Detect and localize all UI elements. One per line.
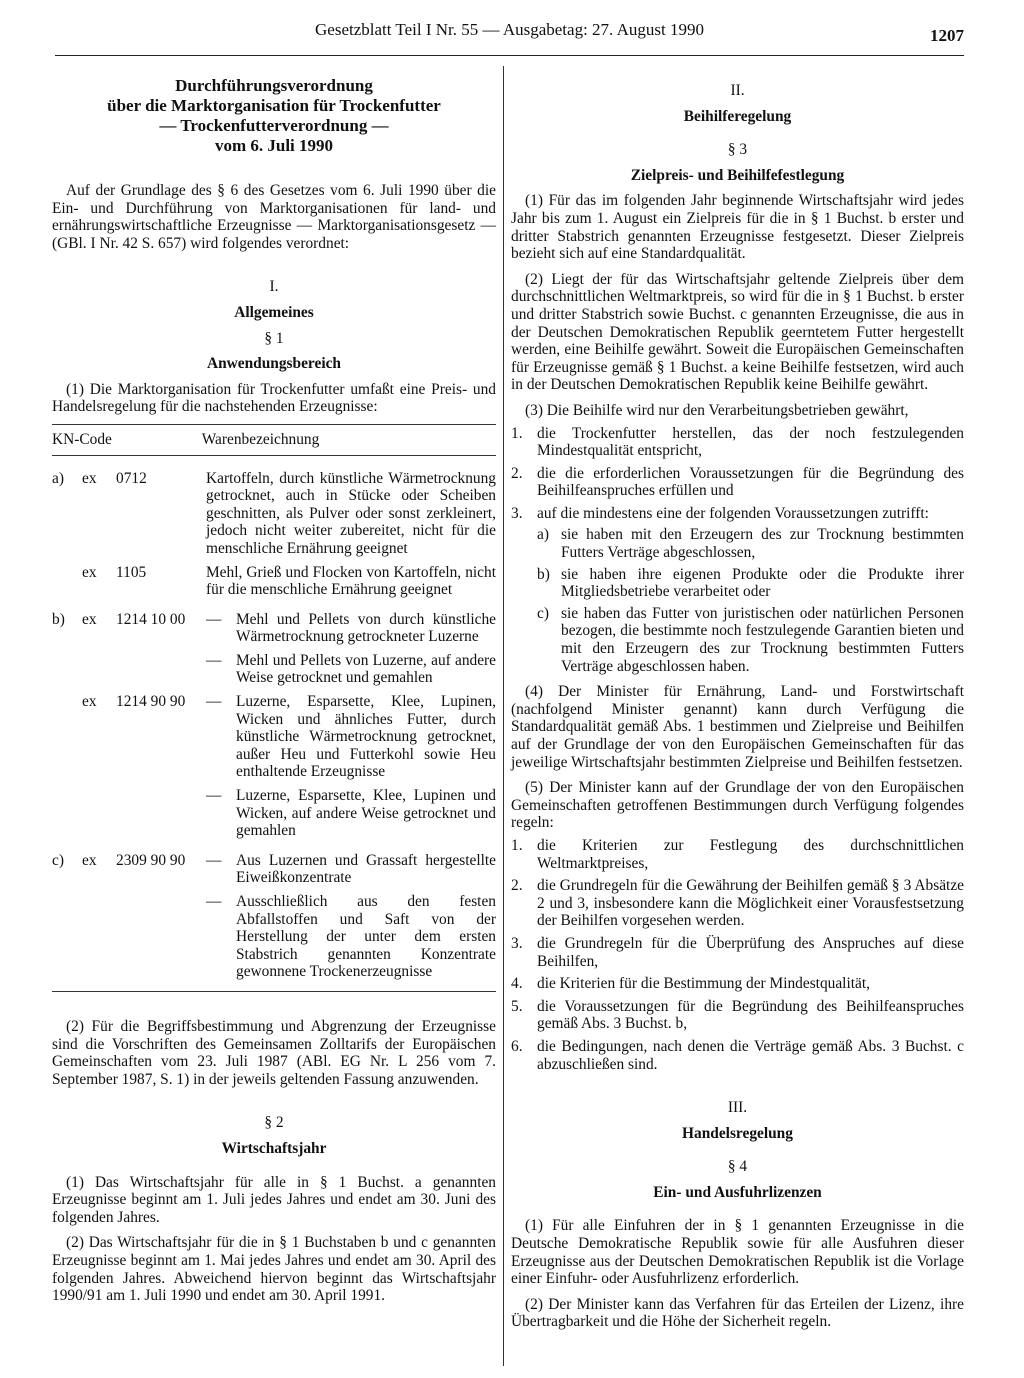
row-letter: [52, 564, 82, 611]
row-ex: ex: [82, 610, 97, 628]
table-row: [52, 893, 496, 991]
row-ex: [82, 652, 116, 693]
section-number: § 1: [264, 329, 284, 347]
list-number: 1.: [511, 424, 523, 442]
right-column: [511, 64, 964, 1331]
list-text: die die erforderlichen Voraussetzungen für die Begründung des Beihilfeanspruches erfüllen und: [537, 464, 964, 500]
section-number: § 4: [727, 1158, 748, 1176]
paragraph: (1) Die Marktorganisation für Trockenfutter umfaßt eine Preis- und Handelsregelung für die nachstehenden Erzeugnisse:: [52, 380, 496, 416]
list-letter: c): [537, 604, 549, 622]
table-row: [52, 470, 496, 564]
column-divider: [503, 66, 504, 1366]
paragraph: (2) Das Wirtschaftsjahr für die in § 1 Buchstaben b und c genannten Erzeugnisse beginnt am 1. Mai jedes Jahres und endet am 30. April des folgenden Jahres. Abweichend hiervon beginnt das Wirtschaftsjahr 1990/91 am 1. Juli 1990 und endet am 30. April 1991.: [52, 1234, 496, 1305]
row-description: Luzerne, Esparsette, Klee, Lupinen, Wicken und ähnliches Futter, durch künstliche Wärmetrocknung getrocknet, außer Heu und Futterkohl sowie Heu enthaltende Erzeugnisse: [236, 693, 496, 781]
paragraph: (4) Der Minister für Ernährung, Land- und Forstwirtschaft (nachfolgend Minister genannt) kann durch Verfügung die Standardqualität gemäß Abs. 1 bestimmen und Zielpreise und Beihilfen auf der Grundlage der von den Europäischen Gemeinschaften für das jeweilige Wirtschaftsjahr bestimmten Zielpreise und Beihilfen festsetzen.: [511, 683, 964, 771]
row-letter: [52, 652, 82, 693]
row-description: Ausschließlich aus den festen Abfallstoffen und Saft von der Herstellung der unter dem ersten Stabstrich genannten Konzentrate gewonnene Trockenerzeugnisse: [236, 893, 496, 981]
paragraph: (2) Der Minister kann das Verfahren für das Erteilen der Lizenz, ihre Übertragbarkeit und die Höhe der Sicherheit regeln.: [511, 1295, 964, 1331]
row-dash: —: [206, 693, 222, 711]
list-item: [511, 975, 964, 993]
row-ex: ex: [82, 469, 97, 487]
row-dash: —: [206, 651, 222, 669]
list-number: 1.: [511, 836, 523, 854]
row-letter: a): [52, 469, 64, 487]
list-item: [511, 998, 964, 1033]
header-title: Gesetzblatt Teil I Nr. 55 — Ausgabetag: 27. August 1990: [315, 20, 704, 39]
list-item: [511, 877, 964, 930]
list-text: die Voraussetzungen für die Begründung des Beihilfeanspruches gemäß Abs. 3 Buchst. b,: [537, 997, 964, 1033]
section-title: Zielpreis- und Beihilfefestlegung: [630, 166, 845, 184]
list-number: 2.: [511, 464, 523, 482]
table-row: [52, 652, 496, 693]
paragraph: (3) Die Beihilfe wird nur den Verarbeitungsbetrieben gewährt,: [525, 401, 909, 419]
left-column: [52, 64, 496, 1305]
list-text: sie haben ihre eigenen Produkte oder die Produkte ihrer Mitgliedsbetriebe verarbeitet oder: [561, 565, 964, 601]
ordinance-title: [52, 76, 496, 156]
section-title: Ein- und Ausfuhrlizenzen: [653, 1183, 822, 1201]
part-number: II.: [730, 82, 745, 99]
section-title: Anwendungsbereich: [207, 355, 341, 373]
list-text: die Kriterien für die Bestimmung der Mindestqualität,: [537, 975, 870, 993]
title-line: vom 6. Juli 1990: [214, 136, 334, 155]
row-description: Aus Luzernen und Grassaft hergestellte Eiweißkonzentrate: [236, 851, 496, 887]
title-line: — Trockenfutterverordnung —: [159, 116, 389, 135]
list-text: die Grundregeln für die Gewährung der Beihilfen gemäß § 3 Absätze 2 und 3, insbesondere kann die Möglichkeit einer Vorausfestsetzung der Beihilfen vorgesehen werden.: [537, 877, 964, 930]
paragraph: (5) Der Minister kann auf der Grundlage der von den Europäischen Gemeinschaften getroffenen Bestimmungen durch Verfügung folgendes regeln:: [511, 779, 964, 832]
row-ex: ex: [82, 851, 97, 869]
list-letter: b): [537, 565, 550, 583]
paragraph: (1) Für alle Einfuhren der in § 1 genannten Erzeugnisse in die Deutsche Demokratische Republik sowie für alle Ausfuhren dieser Erzeugnisse aus der Deutschen Demokratischen Republik ist die Vorlage einer Einfuhr- oder Ausfuhrlizenz erforderlich.: [511, 1217, 964, 1288]
row-description: Luzerne, Esparsette, Klee, Lupinen und Wicken, auf andere Weise getrocknet und gemahlen: [236, 787, 496, 840]
row-letter: b): [52, 610, 65, 628]
part-number: I.: [269, 278, 279, 296]
part-title: Handelsregelung: [682, 1124, 793, 1142]
list-number: 5.: [511, 997, 523, 1015]
table-row: [52, 611, 496, 652]
product-table-body: [52, 470, 496, 991]
table-row: [52, 693, 496, 787]
paragraph: (1) Das Wirtschaftsjahr für alle in § 1 Buchst. a genannten Erzeugnisse beginnt am 1. Juli jedes Jahres und endet am 30. Juni des folgenden Jahres.: [52, 1173, 496, 1226]
row-dash: —: [206, 893, 222, 910]
row-ex: ex: [82, 693, 97, 711]
row-description: Mehl und Pellets von durch künstliche Wärmetrocknung getrockneter Luzerne: [236, 610, 496, 646]
part-number: III.: [727, 1099, 748, 1117]
sub-list-item: [537, 566, 964, 601]
row-description: Mehl und Pellets von Luzerne, auf andere Weise getrocknet und gemahlen: [236, 651, 496, 687]
column-header-description: Warenbezeichnung: [201, 430, 320, 448]
list-letter: a): [537, 526, 549, 544]
header-rule: [55, 55, 964, 56]
page-header: [55, 18, 964, 48]
list-text: auf die mindestens eine der folgenden Voraussetzungen zutrifft:: [537, 504, 929, 522]
list-item: [511, 935, 964, 970]
row-description: Mehl, Grieß und Flocken von Kartoffeln, nicht für die menschliche Ernährung geeignet: [206, 563, 496, 599]
row-code: 1105: [116, 563, 147, 581]
list-text: sie haben mit den Erzeugern des zur Trocknung bestimmten Futters Verträge abgeschlossen,: [561, 526, 964, 562]
paragraph: (2) Liegt der für das Wirtschaftsjahr geltende Zielpreis über dem durchschnittlichen Weltmarktpreis, so wird für die in § 1 Buchst. b erster und dritter Stabstrich sowie Buchst. c genannten Erzeugnisse, die aus in der Deutschen Demokratischen Republik geerntetem Futter hergestellt werden, eine Beihilfe gewährt. Soweit die Europäischen Gemeinschaften für Erzeugnisse gemäß § 1 Buchst. a keine Beihilfe festsetzen, wird auch in der Deutschen Demokratischen Republik keine Beihilfe gewährt.: [511, 270, 964, 394]
list-item: [511, 1038, 964, 1073]
list-item: [511, 505, 964, 523]
row-letter: c): [52, 851, 64, 869]
part-title: Beihilferegelung: [683, 107, 792, 125]
row-dash: —: [206, 787, 222, 805]
paragraph: (1) Für das im folgenden Jahr beginnende Wirtschaftsjahr wird jedes Jahr bis zum 1. August ein Zielpreis für die in § 1 Buchst. b erster und dritter Stabstrich genannten Erzeugnisse festgesetzt. Dieser Zielpreis bezieht sich auf eine Standardqualität.: [511, 192, 964, 263]
page-number: 1207: [930, 26, 964, 45]
list-text: sie haben das Futter von juristischen oder natürlichen Personen bezogen, die bestimmte noch festzulegende Garantien bieten und mit den Erzeugern des zur Trocknung bestimmten Futters Verträge abgeschlossen haben.: [561, 604, 964, 675]
list-number: 3.: [511, 934, 523, 952]
row-code: [116, 893, 206, 991]
preamble: Auf der Grundlage des § 6 des Gesetzes vom 6. Juli 1990 über die Ein- und Durchführung von Marktorganisationen für land- und ernährungswirtschaftliche Erzeugnisse — Marktorganisationsgesetz — (GBl. I Nr. 42 S. 657) wird folgendes verordnet:: [52, 182, 496, 252]
table-row: [52, 564, 496, 611]
row-description: Kartoffeln, durch künstliche Wärmetrocknung getrocknet, auch in Stücke oder Scheiben geschnitten, als Pulver oder sonst zerkleinert, jedoch nicht weiter zubereitet, nicht für die menschliche Ernährung geeignet: [206, 469, 496, 557]
list-number: 4.: [511, 975, 523, 993]
list-item: [511, 837, 964, 872]
list-item: [511, 425, 964, 460]
list-item: [511, 465, 964, 500]
row-dash: —: [206, 851, 222, 869]
table-row: [52, 852, 496, 893]
list-number: 6.: [511, 1037, 523, 1055]
list-number: 2.: [511, 877, 523, 895]
part-title: Allgemeines: [234, 303, 314, 321]
list-text: die Trockenfutter herstellen, das der noch festzulegenden Mindestqualität entspricht,: [537, 424, 964, 460]
row-code: 1214 90 90: [116, 693, 186, 711]
row-letter: [52, 893, 82, 991]
table-header-row: [52, 425, 496, 455]
row-ex: [82, 893, 116, 991]
table-row: [52, 787, 496, 852]
row-code: 1214 10 00: [116, 610, 186, 628]
section-title: Wirtschaftsjahr: [221, 1139, 327, 1157]
section-number: § 3: [727, 141, 748, 159]
row-code: 2309 90 90: [116, 851, 186, 869]
list-number: 3.: [511, 504, 523, 522]
sub-list-item: [537, 526, 964, 561]
row-ex: [82, 787, 116, 852]
row-letter: [52, 787, 82, 852]
row-code: [116, 652, 206, 693]
product-table: [52, 425, 496, 455]
row-letter: [52, 693, 82, 787]
section-number: § 2: [264, 1114, 284, 1132]
paragraph: (2) Für die Begriffsbestimmung und Abgrenzung der Erzeugnisse sind die Vorschriften des Gemeinsamen Zolltarifs der Europäischen Gemeinschaften vom 23. Juli 1987 (ABl. EG Nr. L 256 vom 7. September 1987, S. 1) in der jeweils geltenden Fassung anzuwenden.: [52, 1017, 496, 1088]
list-text: die Grundregeln für die Überprüfung des Anspruches auf diese Beihilfen,: [537, 934, 964, 970]
column-header-code: KN-Code: [52, 430, 112, 448]
title-line: Durchführungsverordnung: [175, 76, 373, 95]
list-text: die Kriterien zur Festlegung des durchschnittlichen Weltmarktpreises,: [537, 836, 964, 872]
list-text: die Bedingungen, nach denen die Verträge gemäß Abs. 3 Buchst. c abzuschließen sind.: [537, 1037, 964, 1073]
row-code: [116, 787, 206, 852]
row-ex: ex: [82, 563, 97, 581]
sub-list-item: [537, 605, 964, 675]
title-line: über die Marktorganisation für Trockenfutter: [107, 96, 441, 115]
row-dash: —: [206, 610, 222, 628]
row-code: 0712: [116, 469, 147, 487]
